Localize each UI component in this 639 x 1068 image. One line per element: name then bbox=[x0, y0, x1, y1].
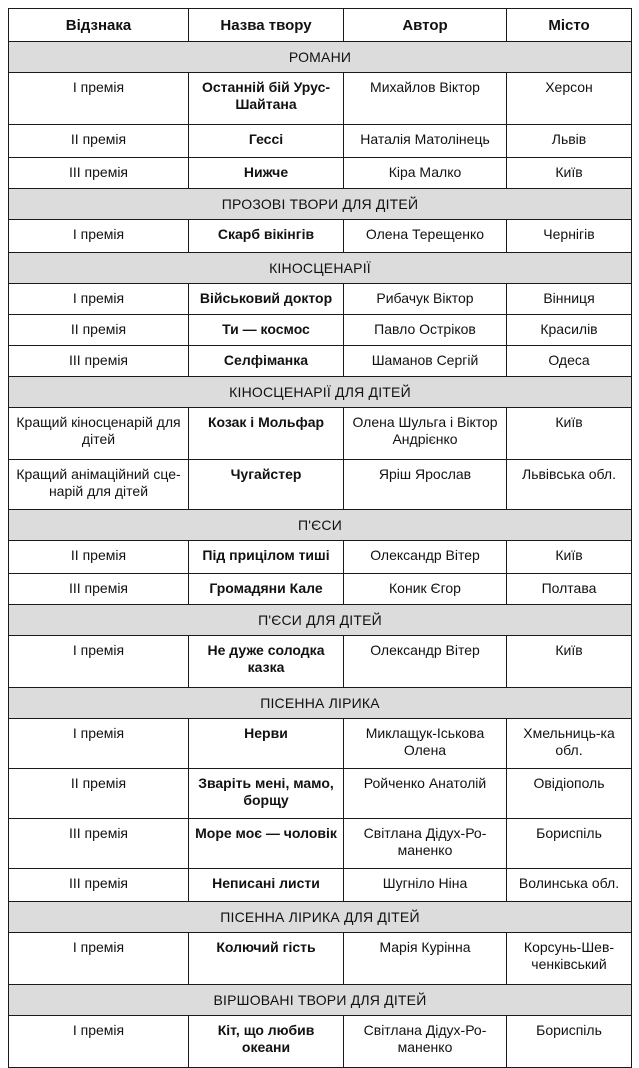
header-title: Назва твору bbox=[189, 9, 344, 42]
section-row bbox=[9, 902, 632, 933]
city-cell: Київ bbox=[507, 408, 632, 460]
city-cell: Одеса bbox=[507, 346, 632, 377]
table-row bbox=[9, 933, 632, 985]
header-city: Місто bbox=[507, 9, 632, 42]
header-author: Автор bbox=[344, 9, 507, 42]
table-row bbox=[9, 73, 632, 125]
section-row bbox=[9, 253, 632, 284]
title-cell: Скарб вікінгів bbox=[189, 220, 344, 253]
city-cell: Київ bbox=[507, 541, 632, 574]
section-title: П'ЄСИ ДЛЯ ДІТЕЙ bbox=[9, 605, 632, 636]
award-cell: III премія bbox=[9, 869, 189, 902]
section-title: ВІРШОВАНІ ТВОРИ ДЛЯ ДІТЕЙ bbox=[9, 985, 632, 1016]
author-cell: Олена Шульга і Віктор Андрієнко bbox=[344, 408, 507, 460]
table-row bbox=[9, 636, 632, 688]
award-cell: II премія bbox=[9, 541, 189, 574]
section-title: КІНОСЦЕНАРІЇ ДЛЯ ДІТЕЙ bbox=[9, 377, 632, 408]
award-cell: II премія bbox=[9, 315, 189, 346]
table-row bbox=[9, 769, 632, 819]
award-cell: I премія bbox=[9, 719, 189, 769]
table-row bbox=[9, 541, 632, 574]
city-cell: Львівська обл. bbox=[507, 460, 632, 510]
award-cell: I премія bbox=[9, 220, 189, 253]
author-cell: Яріш Ярослав bbox=[344, 460, 507, 510]
title-cell: Військовий доктор bbox=[189, 284, 344, 315]
author-cell: Рибачук Віктор bbox=[344, 284, 507, 315]
city-cell: Корсунь-Шев-ченківський bbox=[507, 933, 632, 985]
section-row bbox=[9, 189, 632, 220]
section-row bbox=[9, 377, 632, 408]
table-row bbox=[9, 220, 632, 253]
section-row bbox=[9, 510, 632, 541]
award-cell: II премія bbox=[9, 125, 189, 158]
table-header bbox=[9, 9, 632, 42]
table-row bbox=[9, 719, 632, 769]
title-cell: Останній бій Урус-Шайтана bbox=[189, 73, 344, 125]
section-title: П'ЄСИ bbox=[9, 510, 632, 541]
award-cell: I премія bbox=[9, 73, 189, 125]
author-cell: Олександр Вітер bbox=[344, 541, 507, 574]
city-cell: Овідіополь bbox=[507, 769, 632, 819]
table-row bbox=[9, 819, 632, 869]
author-cell: Шаманов Сергій bbox=[344, 346, 507, 377]
city-cell: Волинська обл. bbox=[507, 869, 632, 902]
author-cell: Світлана Дідух-Ро-маненко bbox=[344, 819, 507, 869]
title-cell: Гессі bbox=[189, 125, 344, 158]
section-title: ПРОЗОВІ ТВОРИ ДЛЯ ДІТЕЙ bbox=[9, 189, 632, 220]
author-cell: Павло Остріков bbox=[344, 315, 507, 346]
award-cell: I премія bbox=[9, 284, 189, 315]
title-cell: Під прицілом тиші bbox=[189, 541, 344, 574]
award-cell: I премія bbox=[9, 933, 189, 985]
title-cell: Нижче bbox=[189, 158, 344, 189]
title-cell: Зваріть мені, мамо, борщу bbox=[189, 769, 344, 819]
city-cell: Вінниця bbox=[507, 284, 632, 315]
author-cell: Світлана Дідух-Ро-маненко bbox=[344, 1016, 507, 1068]
city-cell: Красилів bbox=[507, 315, 632, 346]
section-title: РОМАНИ bbox=[9, 42, 632, 73]
header-row bbox=[9, 9, 632, 42]
author-cell: Коник Єгор bbox=[344, 574, 507, 605]
city-cell: Бориспіль bbox=[507, 1016, 632, 1068]
awards-table bbox=[8, 8, 632, 1068]
table-body bbox=[9, 42, 632, 1068]
author-cell: Олександр Вітер bbox=[344, 636, 507, 688]
award-cell: I премія bbox=[9, 636, 189, 688]
title-cell: Козак і Мольфар bbox=[189, 408, 344, 460]
table-row bbox=[9, 284, 632, 315]
city-cell: Херсон bbox=[507, 73, 632, 125]
title-cell: Чугайстер bbox=[189, 460, 344, 510]
author-cell: Шугніло Ніна bbox=[344, 869, 507, 902]
header-award: Відзнака bbox=[9, 9, 189, 42]
title-cell: Колючий гість bbox=[189, 933, 344, 985]
author-cell: Кіра Малко bbox=[344, 158, 507, 189]
title-cell: Море моє — чоловік bbox=[189, 819, 344, 869]
title-cell: Не дуже солодка казка bbox=[189, 636, 344, 688]
author-cell: Михайлов Віктор bbox=[344, 73, 507, 125]
title-cell: Неписані листи bbox=[189, 869, 344, 902]
table-row bbox=[9, 408, 632, 460]
table-row bbox=[9, 125, 632, 158]
table-row bbox=[9, 869, 632, 902]
award-cell: III премія bbox=[9, 346, 189, 377]
award-cell: II премія bbox=[9, 769, 189, 819]
award-cell: I премія bbox=[9, 1016, 189, 1068]
city-cell: Полтава bbox=[507, 574, 632, 605]
city-cell: Київ bbox=[507, 636, 632, 688]
section-title: КІНОСЦЕНАРІЇ bbox=[9, 253, 632, 284]
award-cell: III премія bbox=[9, 574, 189, 605]
table-row bbox=[9, 315, 632, 346]
title-cell: Громадяни Кале bbox=[189, 574, 344, 605]
author-cell: Наталія Матолінець bbox=[344, 125, 507, 158]
title-cell: Ти — космос bbox=[189, 315, 344, 346]
title-cell: Селфіманка bbox=[189, 346, 344, 377]
section-title: ПІСЕННА ЛІРИКА bbox=[9, 688, 632, 719]
award-cell: Кращий кіносценарій для дітей bbox=[9, 408, 189, 460]
section-row bbox=[9, 688, 632, 719]
table-row bbox=[9, 158, 632, 189]
section-row bbox=[9, 605, 632, 636]
table-row bbox=[9, 346, 632, 377]
author-cell: Марія Курінна bbox=[344, 933, 507, 985]
title-cell: Кіт, що любив океани bbox=[189, 1016, 344, 1068]
table-row bbox=[9, 460, 632, 510]
award-cell: III премія bbox=[9, 819, 189, 869]
section-row bbox=[9, 985, 632, 1016]
award-cell: Кращий анімаційний сце-нарій для дітей bbox=[9, 460, 189, 510]
city-cell: Хмельниць-ка обл. bbox=[507, 719, 632, 769]
city-cell: Київ bbox=[507, 158, 632, 189]
section-row bbox=[9, 42, 632, 73]
author-cell: Миклащук-Іськова Олена bbox=[344, 719, 507, 769]
city-cell: Львів bbox=[507, 125, 632, 158]
author-cell: Олена Терещенко bbox=[344, 220, 507, 253]
city-cell: Чернігів bbox=[507, 220, 632, 253]
title-cell: Нерви bbox=[189, 719, 344, 769]
section-title: ПІСЕННА ЛІРИКА ДЛЯ ДІТЕЙ bbox=[9, 902, 632, 933]
author-cell: Ройченко Анатолій bbox=[344, 769, 507, 819]
city-cell: Бориспіль bbox=[507, 819, 632, 869]
table-row bbox=[9, 574, 632, 605]
award-cell: III премія bbox=[9, 158, 189, 189]
